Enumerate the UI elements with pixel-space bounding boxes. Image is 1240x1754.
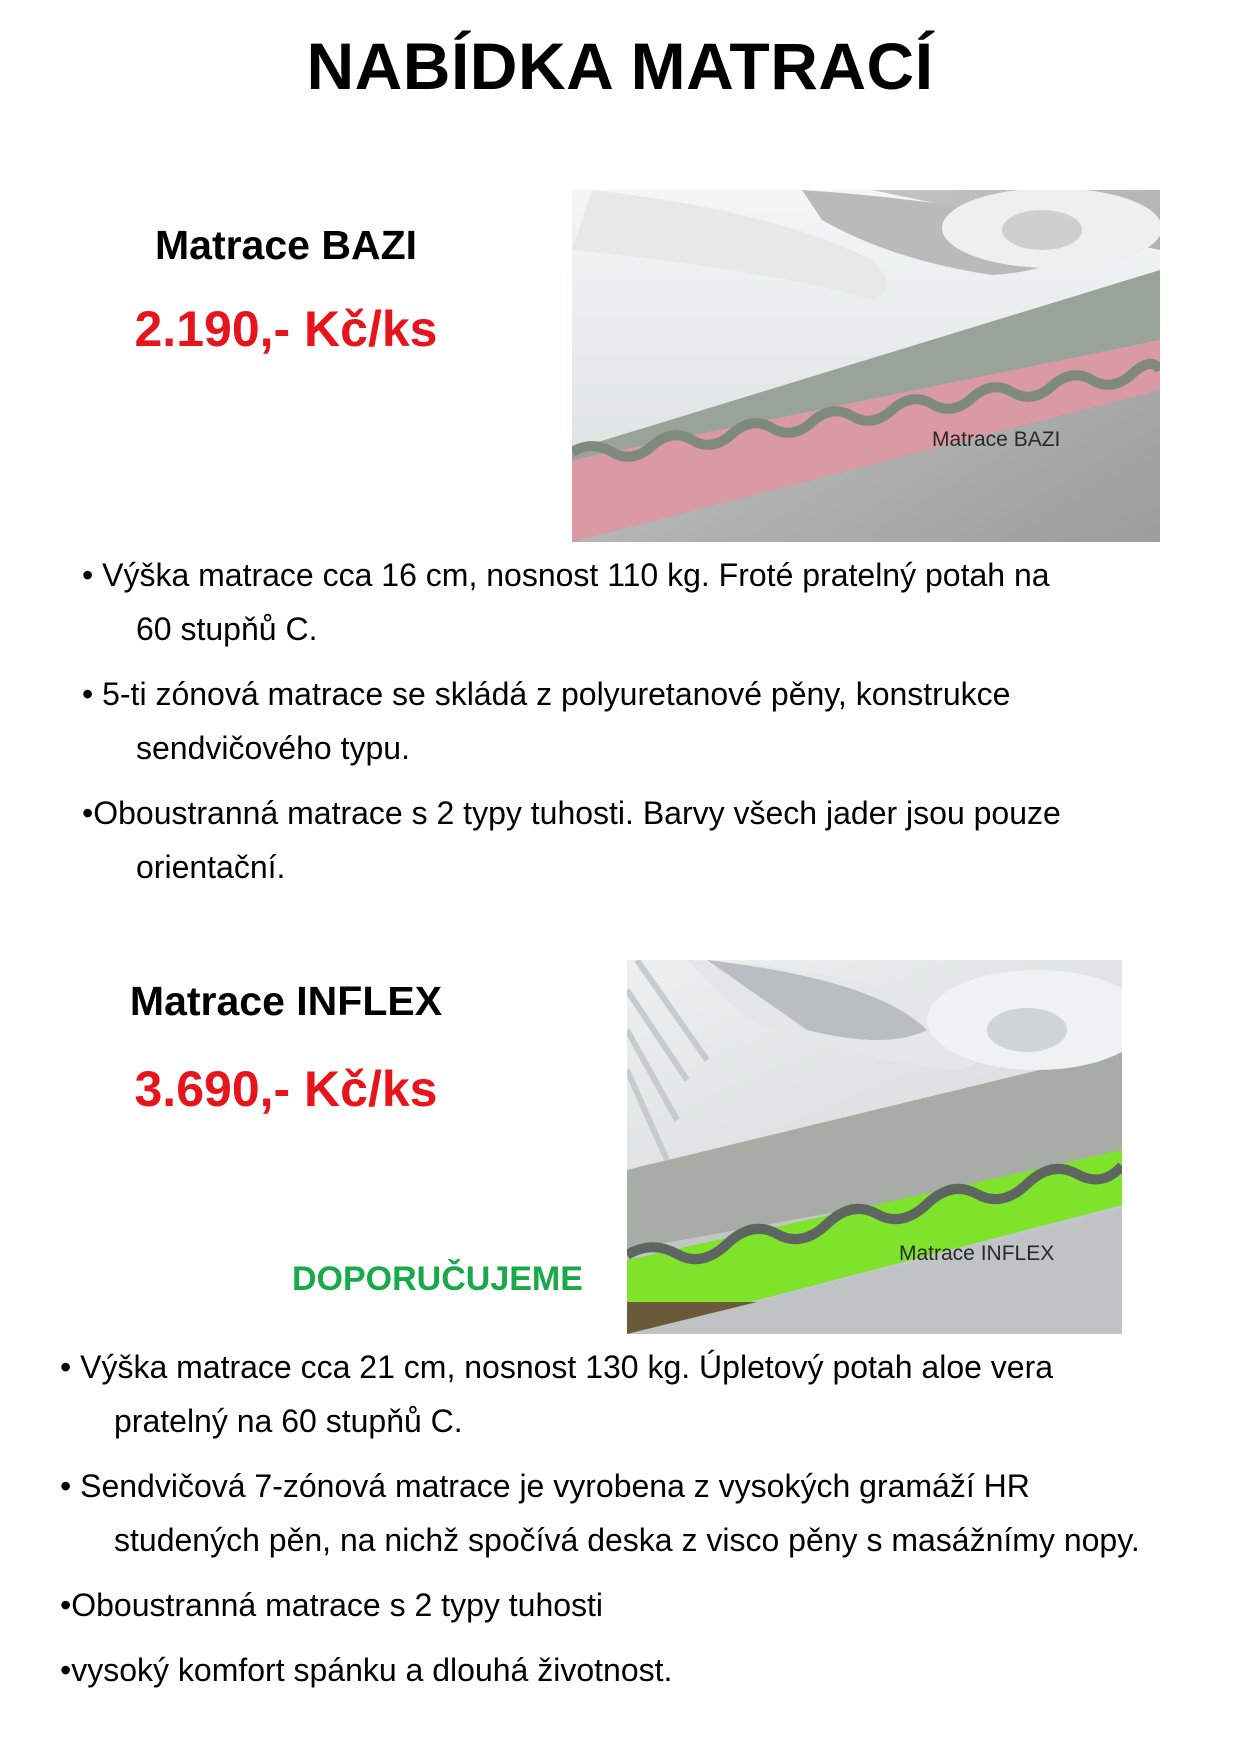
feature-text-continued: sendvičového typu.	[136, 730, 410, 766]
bazi-image-label: Matrace BAZI	[932, 428, 1061, 451]
bullet-mark: •	[60, 1349, 81, 1385]
bullet-mark: •	[60, 1468, 81, 1504]
product-name-bazi: Matrace BAZI	[154, 222, 417, 268]
feature-text: vysoký komfort spánku a dlouhá životnost.	[71, 1652, 673, 1688]
feature-item	[82, 548, 1182, 656]
feature-text-continued: 60 stupňů C.	[136, 611, 318, 647]
bullet-mark: •	[82, 676, 103, 712]
feature-text-continued: studených pěn, na nichž spočívá deska z visco pěny s masážnímy nopy.	[114, 1522, 1140, 1558]
feature-text: 5-ti zónová matrace se skládá z polyuretanové pěny, konstrukce	[102, 676, 1011, 712]
inflex-image-label: Matrace INFLEX	[899, 1242, 1055, 1265]
mattress-bazi-image	[572, 190, 1160, 542]
product-price-bazi: 2.190,- Kč/ks	[134, 301, 438, 357]
feature-text: Oboustranná matrace s 2 typy tuhosti. Barvy všech jader jsou pouze	[93, 795, 1061, 831]
feature-item	[82, 667, 1182, 775]
bazi-features	[82, 548, 1182, 905]
product-name-inflex: Matrace INFLEX	[129, 978, 443, 1024]
bullet-mark: •	[60, 1652, 72, 1688]
feature-text: Výška matrace cca 21 cm, nosnost 130 kg. Úpletový potah aloe vera	[80, 1349, 1054, 1385]
inflex-features	[60, 1340, 1220, 1708]
feature-item	[60, 1643, 1220, 1697]
feature-text: Oboustranná matrace s 2 typy tuhosti	[71, 1587, 604, 1623]
mattress-inflex-image	[627, 960, 1122, 1334]
feature-text: Sendvičová 7-zónová matrace je vyrobena z vysokých gramáží HR	[80, 1468, 1030, 1504]
feature-text: Výška matrace cca 16 cm, nosnost 110 kg. Froté pratelný potah na	[102, 557, 1050, 593]
bullet-mark: •	[82, 557, 103, 593]
feature-item	[60, 1578, 1220, 1632]
recommend-badge: DOPORUČUJEME	[292, 1260, 583, 1298]
bullet-mark: •	[60, 1587, 72, 1623]
feature-item	[60, 1340, 1220, 1448]
feature-item	[82, 786, 1182, 894]
feature-text-continued: pratelný na 60 stupňů C.	[114, 1403, 463, 1439]
page-title: NABÍDKA MATRACÍ	[306, 29, 934, 103]
bullet-mark: •	[82, 795, 94, 831]
feature-text-continued: orientační.	[136, 849, 286, 885]
product-price-inflex: 3.690,- Kč/ks	[134, 1061, 438, 1117]
feature-item	[60, 1459, 1220, 1567]
